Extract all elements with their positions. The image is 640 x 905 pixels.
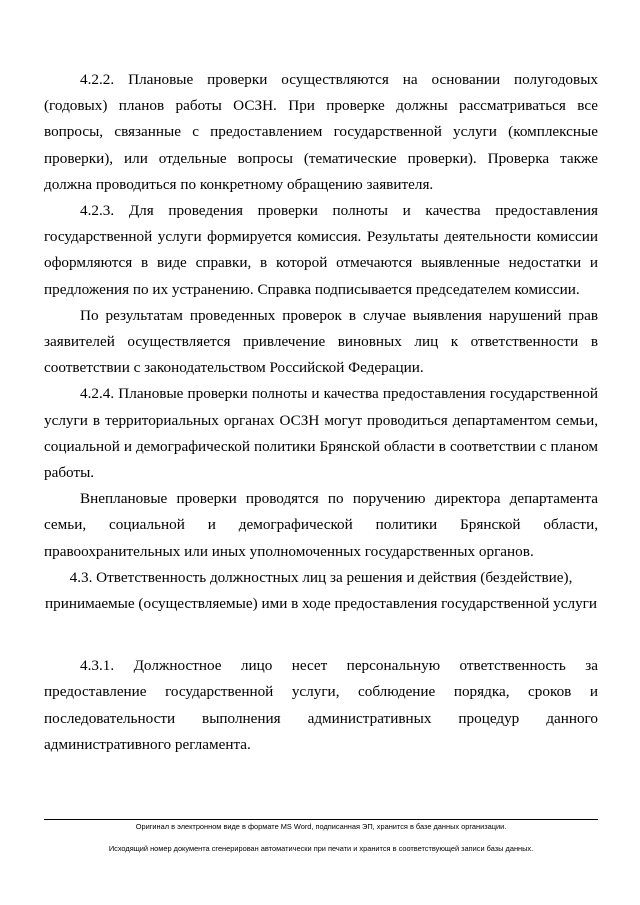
paragraph-4-2-3: 4.2.3. Для проведения проверки полноты и качества предоставления государственной услуги формируется комиссия. Результаты деятельности комиссии оформляются в виде справки, в которой отмечаются выявленные недостатки и предложения по их устранению. Справка подписывается председателем комиссии. [44,202,598,298]
footer-note-number: Исходящий номер документа сгенерирован автоматически при печати и хранится в соответствующей записи базы данных. [108,844,534,853]
footer-note-original: Оригинал в электронном виде в формате MS Word, подписанная ЭП, хранится в базе данных организации. [135,822,507,831]
section-heading-line-2: принимаемые (осуществляемые) ими в ходе предоставления государственной услуги [44,595,598,613]
document-body [44,67,598,758]
paragraph-unscheduled: Внеплановые проверки проводятся по поручению директора департамента семьи, социальной и демографической политики Брянской области, правоохранительных или иных уполномоченных государственных органов. [44,490,598,560]
footer-divider [44,819,598,820]
paragraph-4-2-2: 4.2.2. Плановые проверки осуществляются на основании полугодовых (годовых) планов работы ОСЗН. При проверке должны рассматриваться все вопросы, связанные с предоставлением государственной услуги (комплексные проверки), или отдельные вопросы (тематические проверки). Проверка также должна проводиться по конкретному обращению заявителя. [44,71,598,193]
paragraph-4-3-1: 4.3.1. Должностное лицо несет персональную ответственность за предоставление государственной услуги, соблюдение порядка, сроков и последовательности выполнения административных процедур данного административного регламента. [44,657,598,753]
spacer [44,617,598,653]
paragraph-violations: По результатам проведенных проверок в случае выявления нарушений прав заявителей осуществляется привлечение виновных лиц к ответственности в соответствии с законодательством Российской Федерации. [44,306,598,377]
paragraph-4-2-4: 4.2.4. Плановые проверки полноты и качества предоставления государственной услуги в территориальных органах ОСЗН могут проводиться департаментом семьи, социальной и демографической политики Брянской области в соответствии с планом работы. [44,385,598,482]
section-heading-line-1: 4.3. Ответственность должностных лиц за решения и действия (бездействие), [69,568,573,586]
